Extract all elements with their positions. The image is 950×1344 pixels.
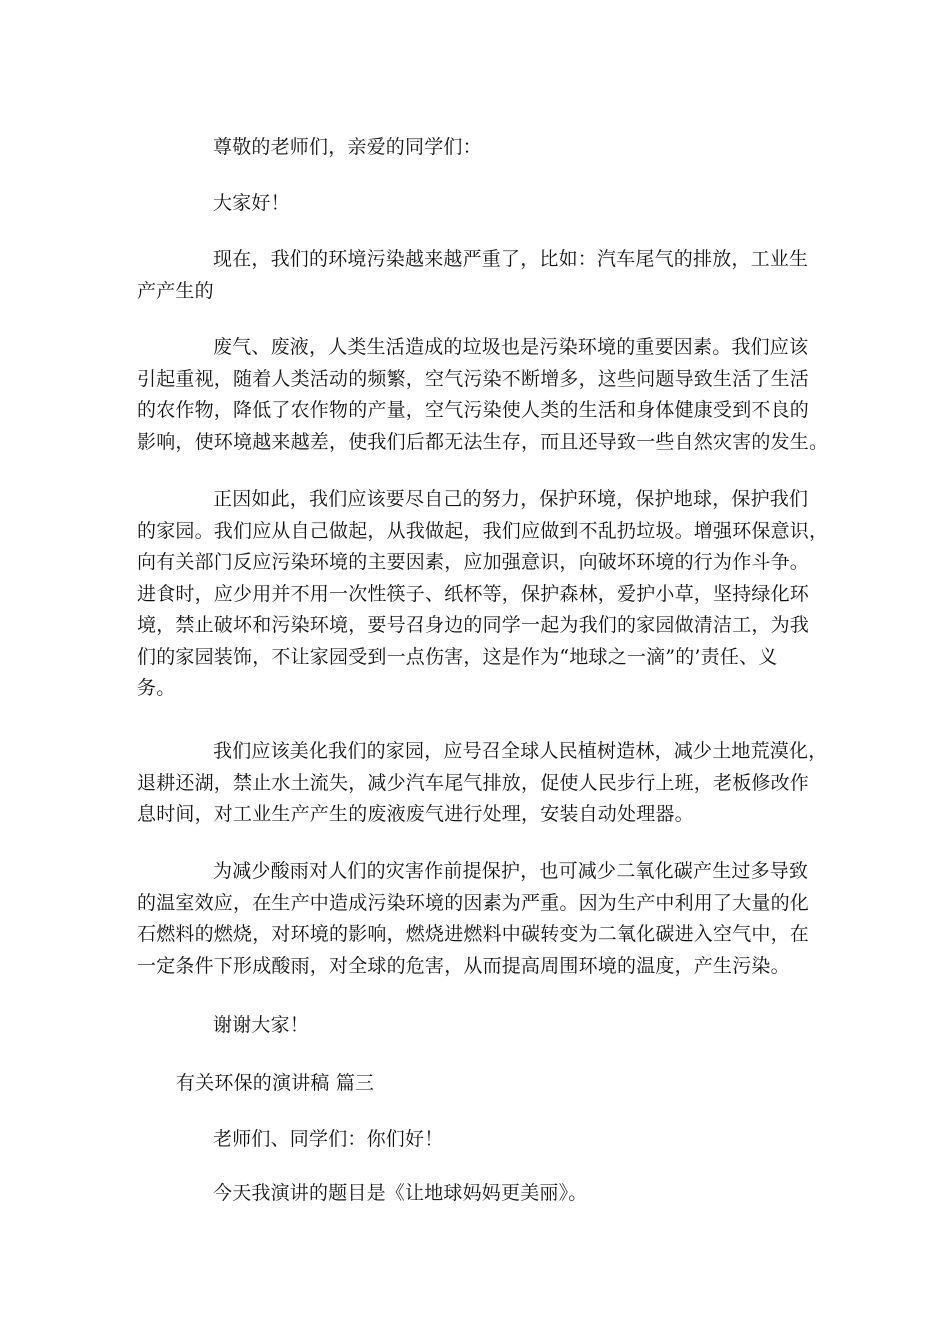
topic-line: 今天我演讲的题目是《让地球妈妈更美丽》。 <box>213 1182 588 1204</box>
hello-line: 大家好！ <box>213 192 290 214</box>
paragraph-4: 我们应该美化我们的家园，应号召全球人民植树造林，减少土地荒漠化， 退耕还湖，禁止水土流失，减少汽车尾气排放，促使人民步行上班，老板修改作 息时间，对工业生产产生的废液废气进行处理，安装自动处理器。 <box>137 740 828 825</box>
paragraph-2: 废气、废液，人类生活造成的垃圾也是污染环境的重要因素。我们应该 引起重视，随着人类活动的频繁，空气污染不断增多，这些问题导致生活了生活 的农作物，降低了农作物的产量，空气污染使人类的生活和身体健康受到不良的 影响，使环境越来越差，使我们后都无法生存，而且还导致一些自然灾害的发生。 <box>137 336 829 453</box>
paragraph-5: 为减少酸雨对人们的灾害作前提保护，也可减少二氧化碳产生过多导致 的温室效应，在生产中造成污染环境的因素为严重。因为生产中利用了大量的化 石燃料的燃烧，对环境的影响，燃烧进燃料中碳转变为二氧化碳进入空气中，在 一定条件下形成酸雨，对全球的危害，从而提高周围环境的温度，产生污染。 <box>137 860 810 977</box>
greeting: 尊敬的老师们，亲爱的同学们： <box>213 136 482 158</box>
greeting-2: 老师们、同学们：你们好！ <box>213 1128 444 1150</box>
thanks-line: 谢谢大家！ <box>213 1014 310 1036</box>
paragraph-1: 现在，我们的环境污染越来越严重了，比如：汽车尾气的排放，工业生 产产生的 <box>137 248 809 302</box>
paragraph-3: 正因如此，我们应该要尽自己的努力，保护环境，保护地球，保护我们 的家园。我们应从自己做起，从我做起，我们应做到不乱扔垃圾。增强环保意识， 向有关部门反应污染环境的主要因素，应加强意识，向破坏环境的行为作斗争。 进食时，应少用并不用一次性筷子、纸杯等，保护森林，爱护小草，坚持绿化环 境，禁止破坏和污染环境，要号召身边的同学一起为我们的家园做清洁工，为我 们的家园装饰，不让家园受到一点伤害，这是作为“地球之一滴”的’责任、义 务。 <box>137 488 829 699</box>
section-title: 有关环保的演讲稿 篇三 <box>176 1072 375 1094</box>
